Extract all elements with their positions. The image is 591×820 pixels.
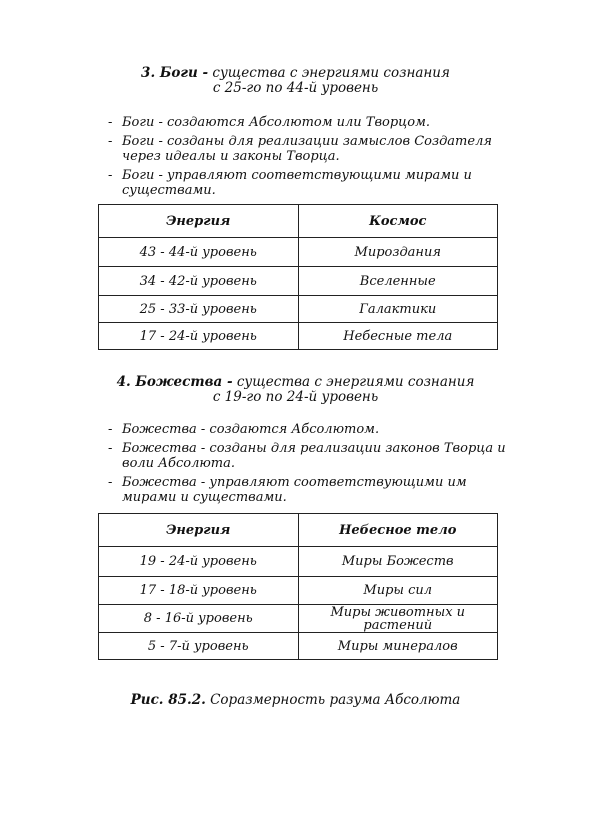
figure-caption <box>0 692 591 708</box>
table-cell: 17 - 24-й уровень <box>99 323 299 350</box>
bullet-item: - Боги - созданы для реализации замыслов Создателя через идеалы и законы Творца. <box>108 134 508 164</box>
table-row <box>99 323 498 350</box>
bullet-text: Боги - создаются Абсолютом или Творцом. <box>122 115 430 130</box>
bullet-text: Божества - создаются Абсолютом. <box>122 422 380 437</box>
section-2-heading <box>0 375 591 405</box>
section-1-heading-line2: с 25-го по 44-й уровень <box>212 80 379 96</box>
table-cell: Мироздания <box>298 238 498 267</box>
section-1-bullet-list <box>108 115 508 202</box>
section-2-heading-line2: с 19-го по 24-й уровень <box>212 389 379 405</box>
table-cell: Галактики <box>298 296 498 323</box>
bullet-item: - Божества - создаются Абсолютом. <box>108 422 508 437</box>
table-cell: 17 - 18-й уровень <box>99 577 299 605</box>
table-row <box>99 633 498 660</box>
bullet-text: Боги - созданы для реализации замыслов Создателя через идеалы и законы Творца. <box>122 134 492 164</box>
section-1-heading-line1 <box>0 66 591 81</box>
figure-caption-text: Соразмерность разума Абсолюта <box>210 692 461 708</box>
section-2-title: 4. Божества - <box>116 374 233 390</box>
table-cell: Миры сил <box>298 577 498 605</box>
column-header: Энергия <box>99 205 299 238</box>
table-cell: Миры Божеств <box>298 547 498 577</box>
column-header: Космос <box>298 205 498 238</box>
section-1-heading-text: существа с энергиями сознания <box>212 65 450 81</box>
bullet-item: - Божества - управляют соответствующими им мирами и существами. <box>108 475 508 505</box>
section-1-table <box>98 204 498 350</box>
section-2-table <box>98 513 498 660</box>
table-cell: Вселенные <box>298 267 498 296</box>
table-cell: Миры минералов <box>298 633 498 660</box>
bullet-item: - Боги - создаются Абсолютом или Творцом. <box>108 115 508 130</box>
column-header: Небесное тело <box>298 514 498 547</box>
column-header: Энергия <box>99 514 299 547</box>
figure-label: Рис. 85.2. <box>130 692 206 708</box>
table-cell: 5 - 7-й уровень <box>99 633 299 660</box>
bullet-text: Боги - управляют соответствующими мирами и существами. <box>122 168 472 198</box>
table-row <box>99 296 498 323</box>
table-header-row <box>99 205 498 238</box>
section-2-bullet-list <box>108 422 508 509</box>
table-cell: 8 - 16-й уровень <box>99 605 299 633</box>
table-header-row <box>99 514 498 547</box>
table-row <box>99 238 498 267</box>
bullet-item: - Божества - созданы для реализации законов Творца и воли Абсолюта. <box>108 441 508 471</box>
table-cell: 43 - 44-й уровень <box>99 238 299 267</box>
table-row <box>99 547 498 577</box>
section-2-heading-line1 <box>0 375 591 390</box>
table-row <box>99 577 498 605</box>
table-cell: 19 - 24-й уровень <box>99 547 299 577</box>
section-2-heading-text: существа с энергиями сознания <box>236 374 475 390</box>
table-row <box>99 267 498 296</box>
bullet-text: Божества - управляют соответствующими им мирами и существами. <box>122 475 467 505</box>
bullet-item: - Боги - управляют соответствующими мирами и существами. <box>108 168 508 198</box>
table-cell: Небесные тела <box>298 323 498 350</box>
table-cell: 34 - 42-й уровень <box>99 267 299 296</box>
bullet-text: Божества - созданы для реализации законов Творца и воли Абсолюта. <box>122 441 506 471</box>
section-1-title: 3. Боги - <box>141 65 209 81</box>
table-cell: Миры животных и растений <box>298 605 498 633</box>
table-cell: 25 - 33-й уровень <box>99 296 299 323</box>
table-row <box>99 605 498 633</box>
section-1-heading <box>0 66 591 96</box>
